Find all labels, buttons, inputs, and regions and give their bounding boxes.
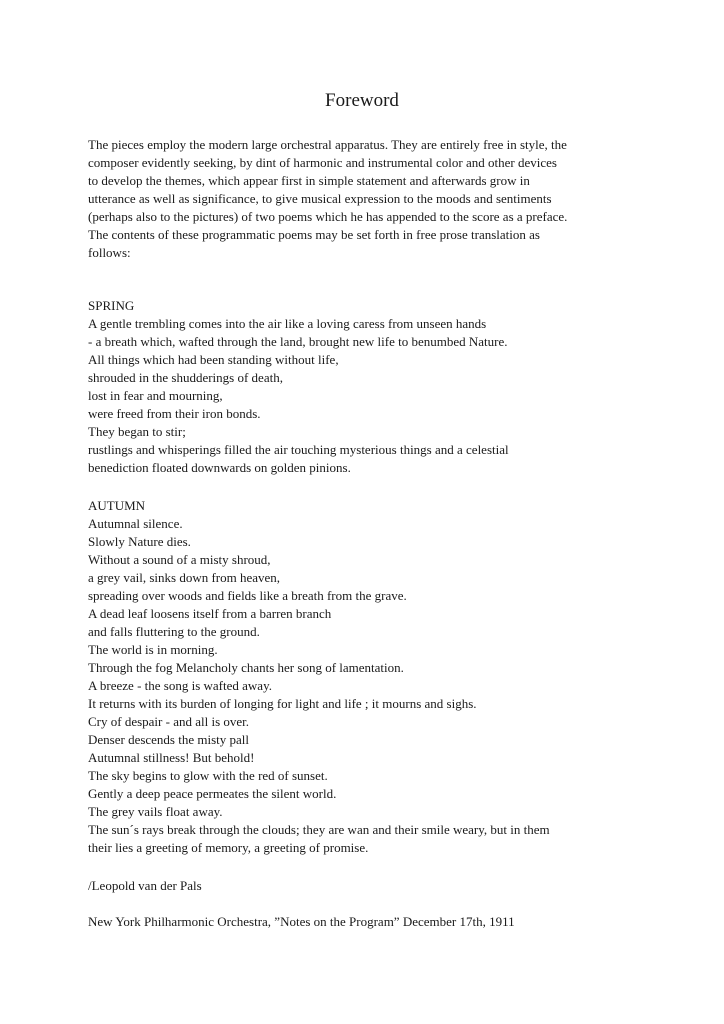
author-signature: /Leopold van der Pals	[88, 878, 202, 893]
spring-line: were freed from their iron bonds.	[88, 406, 261, 421]
intro-line: composer evidently seeking, by dint of harmonic and instrumental color and other devices	[88, 155, 557, 170]
autumn-line: Cry of despair - and all is over.	[88, 714, 250, 729]
autumn-line: their lies a greeting of memory, a greeting of promise.	[88, 840, 369, 855]
autumn-line: A dead leaf loosens itself from a barren branch	[88, 606, 332, 621]
autumn-line: Autumnal silence.	[88, 516, 183, 531]
spring-line: All things which had been standing without life,	[88, 352, 339, 367]
source-citation: New York Philharmonic Orchestra, ”Notes on the Program” December 17th, 1911	[88, 914, 515, 929]
autumn-line: The sun´s rays break through the clouds; they are wan and their smile weary, but in them	[88, 822, 550, 837]
intro-line: The contents of these programmatic poems may be set forth in free prose translation as	[88, 227, 540, 242]
autumn-line: The world is in morning.	[88, 642, 218, 657]
autumn-line: a grey vail, sinks down from heaven,	[88, 570, 281, 585]
page-title: Foreword	[325, 90, 399, 111]
spring-line: They began to stir;	[88, 424, 186, 439]
autumn-line: A breeze - the song is wafted away.	[88, 678, 272, 693]
intro-line: The pieces employ the modern large orchestral apparatus. They are entirely free in style, the	[88, 137, 567, 152]
autumn-line: Through the fog Melancholy chants her song of lamentation.	[88, 660, 404, 675]
autumn-heading: AUTUMN	[88, 498, 146, 513]
spring-line: benediction floated downwards on golden pinions.	[88, 460, 351, 475]
autumn-line: Without a sound of a misty shroud,	[88, 552, 271, 567]
intro-paragraph	[88, 136, 648, 262]
spring-line: lost in fear and mourning,	[88, 388, 223, 403]
spring-heading: SPRING	[88, 298, 135, 313]
autumn-line: Gently a deep peace permeates the silent world.	[88, 786, 337, 801]
spring-line: rustlings and whisperings filled the air touching mysterious things and a celestial	[88, 442, 509, 457]
autumn-line: and falls fluttering to the ground.	[88, 624, 260, 639]
spring-poem	[88, 297, 648, 477]
autumn-line: Autumnal stillness! But behold!	[88, 750, 255, 765]
intro-line: follows:	[88, 245, 131, 260]
intro-line: (perhaps also to the pictures) of two poems which he has appended to the score as a preface.	[88, 209, 568, 224]
autumn-line: Denser descends the misty pall	[88, 732, 250, 747]
spring-line: - a breath which, wafted through the land, brought new life to benumbed Nature.	[88, 334, 508, 349]
spring-line: shrouded in the shudderings of death,	[88, 370, 283, 385]
autumn-line: It returns with its burden of longing for light and life ; it mourns and sighs.	[88, 696, 477, 711]
autumn-line: The grey vails float away.	[88, 804, 223, 819]
autumn-line: The sky begins to glow with the red of sunset.	[88, 768, 328, 783]
autumn-poem	[88, 497, 648, 857]
intro-line: to develop the themes, which appear first in simple statement and afterwards grow in	[88, 173, 530, 188]
autumn-line: Slowly Nature dies.	[88, 534, 191, 549]
autumn-line: spreading over woods and fields like a breath from the grave.	[88, 588, 407, 603]
intro-line: utterance as well as significance, to give musical expression to the moods and sentiments	[88, 191, 552, 206]
spring-line: A gentle trembling comes into the air like a loving caress from unseen hands	[88, 316, 487, 331]
